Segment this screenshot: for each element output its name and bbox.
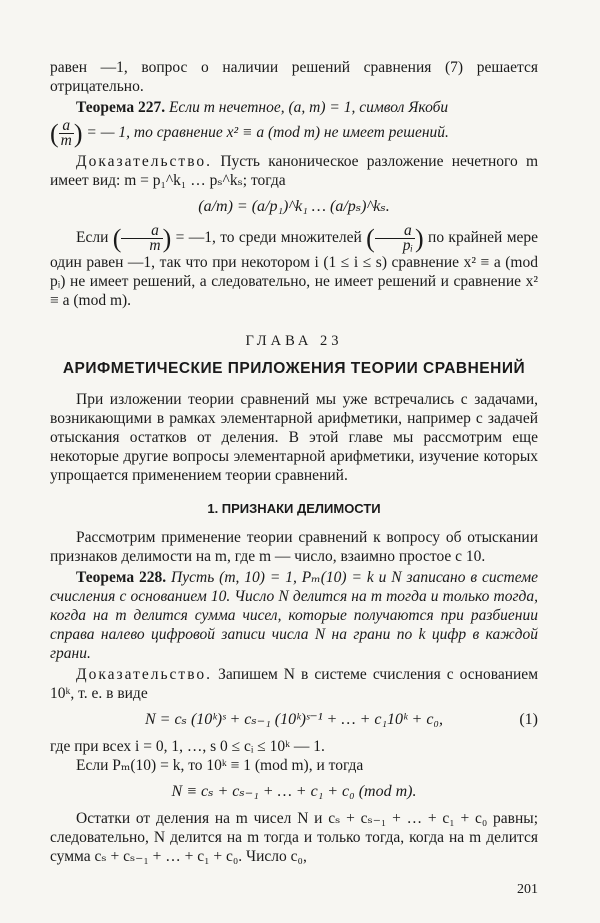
fraction-a-pi: [375, 224, 415, 253]
proof-228: [50, 665, 538, 703]
frac-num-2: a: [121, 224, 162, 239]
paragraph-remainders: Остатки от деления на m чисел N и cₛ + cₛ₋₁ + … + c₁ + c₀ равны; следовательно, N делится на m тогда и только тогда, когда на m делится сумма cₛ + cₛ₋₁ + … + c₁ + c₀. Число c₀,: [50, 810, 538, 865]
theorem-228-label: Теорема 228.: [76, 569, 167, 586]
theorem-228-text: Пусть (m, 10) = 1, Pₘ(10) = k и N записано в системе счисления с основанием 10. Число N делится на m тогда и только тогда, когда на m делится сумма чисел, которые получаются при разбиении справа налево цифровой записи числа N на грани по k цифр в каждой грани.: [50, 569, 539, 662]
theorem-228: [50, 568, 538, 663]
theorem-227-text-a: Если m нечетное, (a, m) = 1, символ Якоби: [168, 99, 449, 116]
paren-right: ): [73, 119, 83, 148]
theorem-227-text-b: = — 1, то сравнение x² ≡ a (mod m) не имеет решений.: [86, 124, 449, 142]
consequence-text-b: = —1, то среди множителей: [175, 229, 362, 247]
paragraph-section-intro: Рассмотрим применение теории сравнений к вопросу об отыскании признаков делимости на m, где m — число, взаимно простое с 10.: [50, 529, 538, 565]
proof-228-text: Запишем N в системе счисления с основанием 10ᵏ, т. е. в виде: [50, 666, 538, 702]
proof-label-2: Доказательство.: [76, 666, 213, 683]
frac-num: a: [59, 119, 74, 134]
proof-label: Доказательство.: [76, 153, 213, 170]
paragraph-chapter-intro: При изложении теории сравнений мы уже встречались с задачами, возникающими в рамках элементарной арифметики, например с задачей отыскания остатков от деления. В этой главе мы рассмотрим еще некоторые другие вопросы элементарной арифметики, изучение которых упрощается применением теории сравнений.: [50, 391, 538, 484]
paren-left: (: [50, 119, 59, 148]
fraction-a-m: [121, 224, 162, 253]
jacobi-fraction: [59, 119, 74, 148]
paragraph-intro: равен —1, вопрос о наличии решений сравнения (7) решается отрицательно.: [50, 59, 538, 95]
paragraph-consequence: [50, 224, 538, 310]
consequence-text-a: Если: [76, 229, 109, 247]
jacobi-product-formula: (a/m) = (a/p₁)^k₁ … (a/pₛ)^kₛ.: [198, 198, 390, 215]
formula-1: [50, 709, 538, 731]
formula-1-number: (1): [519, 711, 538, 728]
paren-right-2: ): [162, 224, 172, 253]
frac-den-3: pᵢ: [402, 237, 413, 254]
theorem-227-label: Теорема 227.: [76, 99, 166, 116]
paren-left-2: (: [112, 224, 122, 253]
section-title: 1. ПРИЗНАКИ ДЕЛИМОСТИ: [207, 501, 381, 516]
frac-num-3: a: [375, 224, 415, 239]
frac-den-2: m: [149, 237, 161, 254]
frac-den: m: [60, 132, 72, 149]
paren-left-3: (: [366, 224, 375, 253]
paragraph-digit-bounds: где при всех i = 0, 1, …, s 0 ≤ cᵢ ≤ 10ᵏ — 1.: [50, 738, 325, 755]
page-number: 201: [517, 882, 538, 897]
proof-227-text: Пусть каноническое разложение нечетного m имеет вид: m = p₁^k₁ … pₛ^kₛ; тогда: [50, 153, 539, 189]
paren-right-3: ): [415, 224, 424, 253]
proof-227: [50, 152, 538, 190]
theorem-227-cont: [50, 119, 538, 148]
formula-1-body: N = cₛ (10ᵏ)ˢ + cₛ₋₁ (10ᵏ)ˢ⁻¹ + … + c₁10ᵏ + c₀,: [144, 711, 443, 728]
theorem-227: [50, 98, 538, 117]
chapter-title: АРИФМЕТИЧЕСКИЕ ПРИЛОЖЕНИЯ ТЕОРИИ СРАВНЕНИЙ: [62, 360, 526, 377]
consequence-text-c: по крайней мере один равен —1, так что при некотором i (1 ≤ i ≤ s) сравнение x² ≡ a (mod pᵢ) не имеет решений, а следовательно, не имеет решений и сравнение x² ≡ a (mod m).: [50, 229, 539, 309]
paragraph-order: Если Pₘ(10) = k, то 10ᵏ ≡ 1 (mod m), и тогда: [76, 757, 364, 774]
chapter-heading: ГЛАВА 23: [245, 333, 343, 349]
formula-2: N ≡ cₛ + cₛ₋₁ + … + c₁ + c₀ (mod m).: [171, 783, 417, 800]
